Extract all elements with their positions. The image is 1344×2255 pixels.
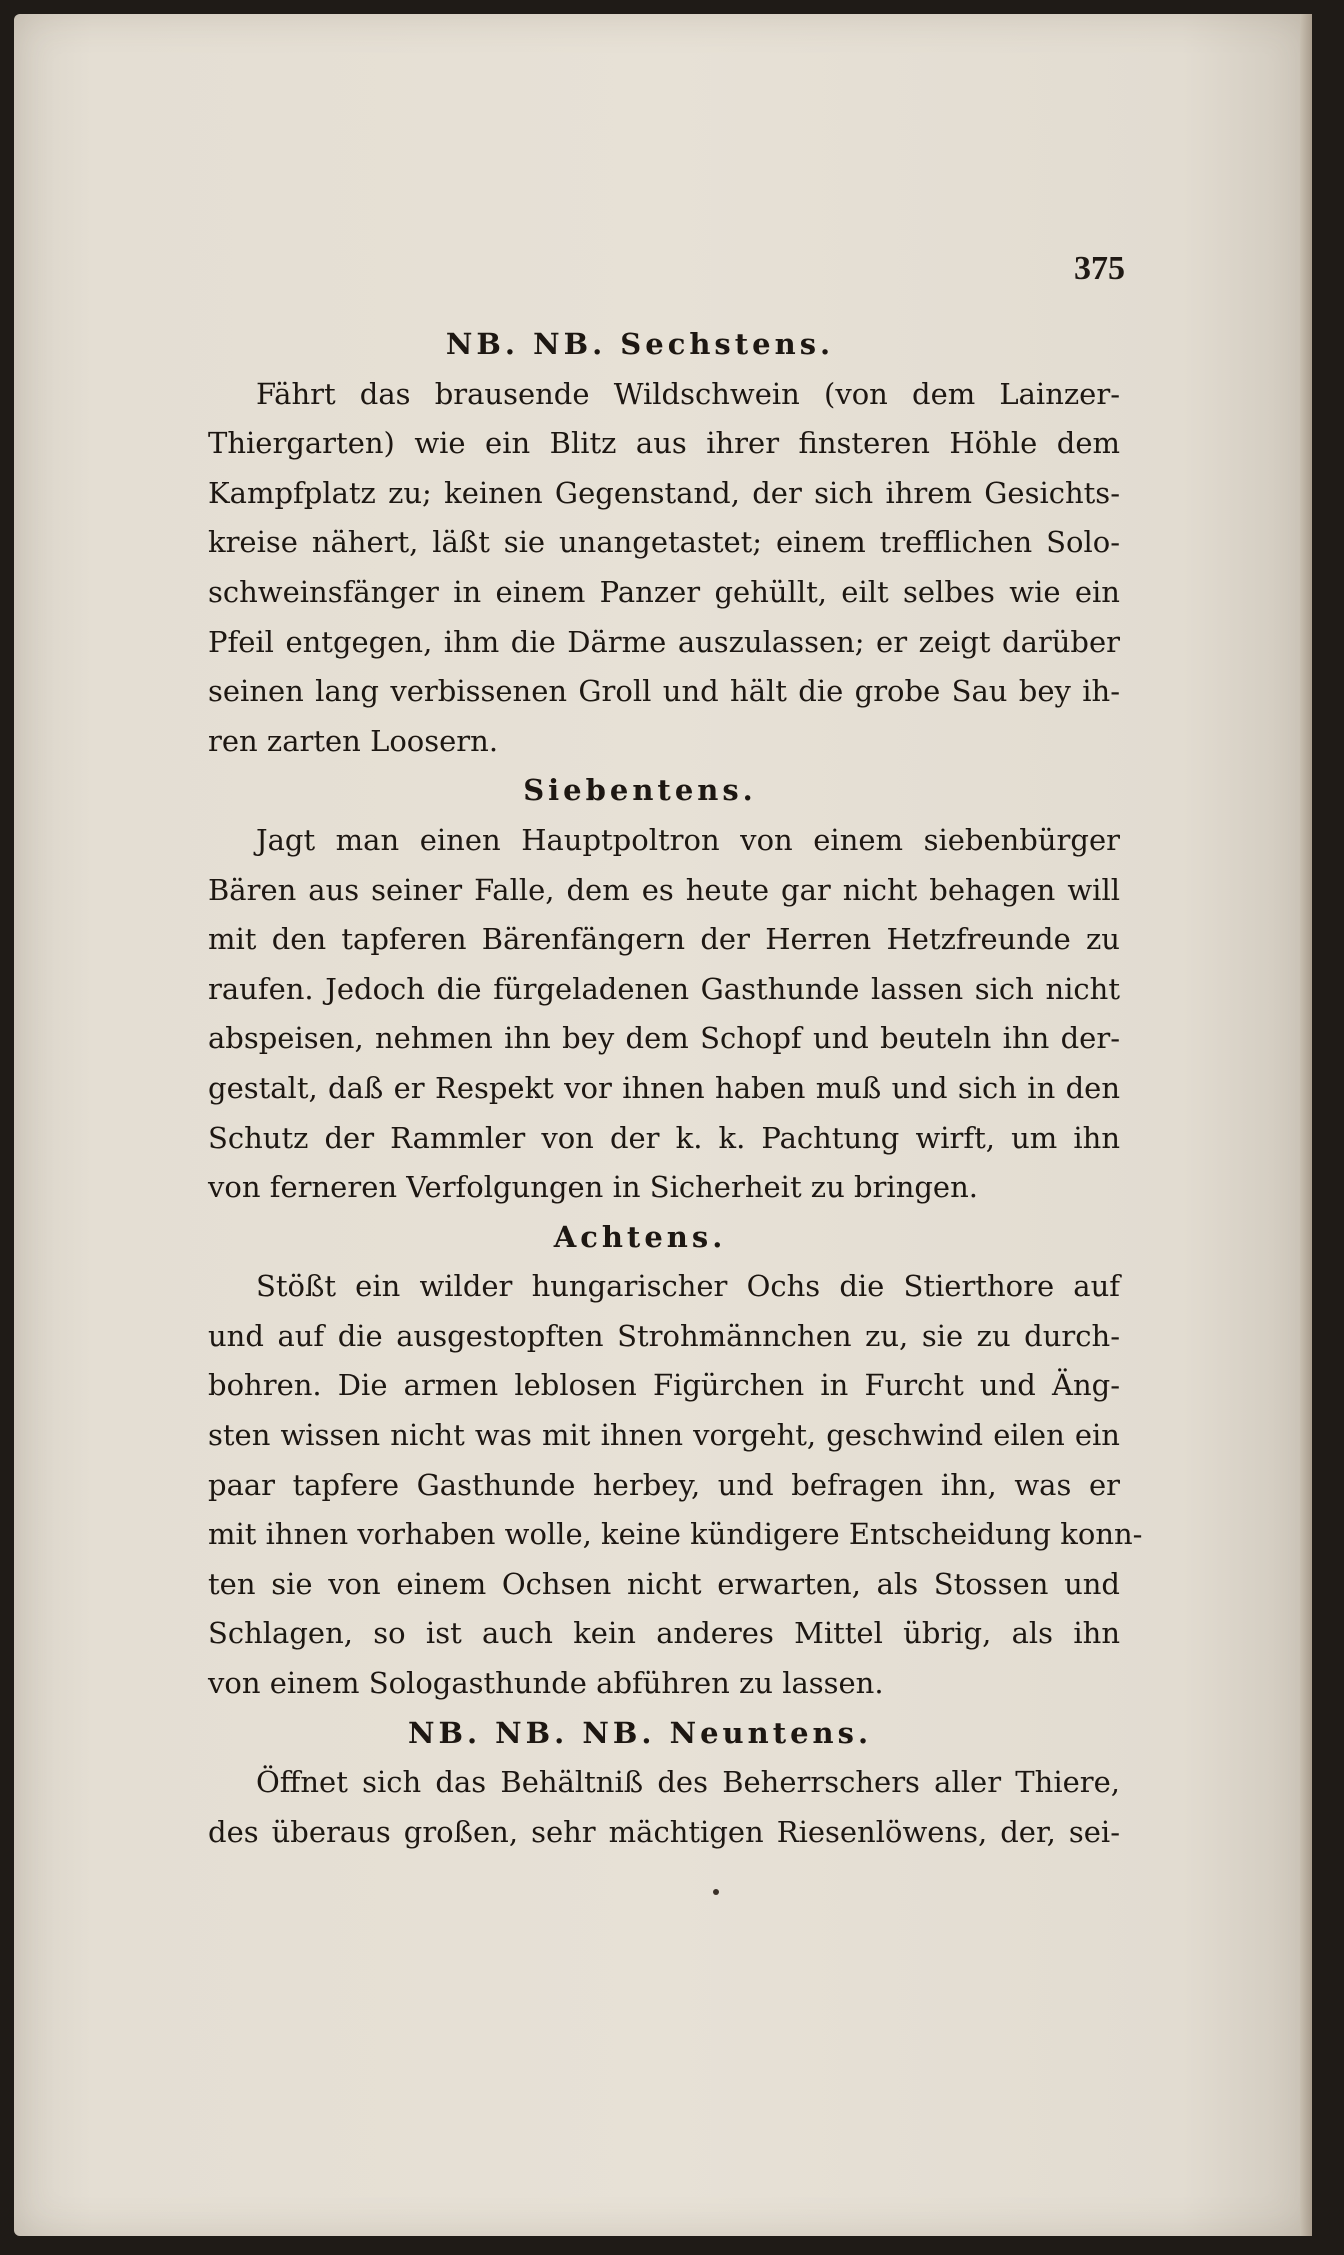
text-line: Pfeil entgegen, ihm die Därme auszulassen; er zeigt darüber xyxy=(208,624,1120,659)
text-line: Fährt das brausende Wildschwein (von dem Lainzer- xyxy=(256,376,1120,411)
text-line: kreise nähert, läßt sie unangetastet; einem trefflichen Solo- xyxy=(208,525,1120,560)
text-line: mit den tapferen Bärenfängern der Herren Hetzfreunde zu xyxy=(208,922,1120,957)
text-line: ren zarten Loosern. xyxy=(208,723,499,758)
text-line: Thiergarten) wie ein Blitz aus ihrer finsteren Höhle dem xyxy=(208,426,1120,461)
text-line: von einem Sologasthunde abführen zu lassen. xyxy=(208,1666,884,1701)
text-line: des überaus großen, sehr mächtigen Riesenlöwens, der, sei- xyxy=(208,1814,1120,1849)
paragraph-sechstens xyxy=(160,370,1120,767)
paragraph-neuntens xyxy=(160,1758,1120,1857)
section-heading-achtens: Achtens. xyxy=(553,1219,727,1254)
paragraph-achtens xyxy=(160,1262,1143,1708)
text-line: ten sie von einem Ochsen nicht erwarten, als Stossen und xyxy=(208,1566,1120,1601)
text-line: Öffnet sich das Behältniß des Beherrschers aller Thiere, xyxy=(256,1765,1120,1800)
paragraph-siebentens xyxy=(160,816,1120,1213)
text-line: abspeisen, nehmen ihn bey dem Schopf und beuteln ihn der- xyxy=(208,1021,1120,1056)
text-line: Stößt ein wilder hungarischer Ochs die Stierthore auf xyxy=(256,1269,1120,1304)
text-line: mit ihnen vorhaben wolle, keine kündigere Entscheidung konn- xyxy=(208,1517,1143,1552)
page-edge xyxy=(1300,14,1312,2236)
section-heading-sechstens: NB. NB. Sechstens. xyxy=(445,327,835,361)
page-text xyxy=(160,320,1143,1857)
text-line: schweinsfänger in einem Panzer gehüllt, eilt selbes wie ein xyxy=(208,574,1120,609)
page-number: 375 xyxy=(1074,250,1125,287)
text-line: Jagt man einen Hauptpoltron von einem siebenbürger xyxy=(256,822,1120,857)
text-line: Kampfplatz zu; keinen Gegenstand, der sich ihrem Gesichts- xyxy=(208,475,1120,510)
text-line: und auf die ausgestopften Strohmännchen zu, sie zu durch- xyxy=(208,1318,1120,1353)
text-line: Bären aus seiner Falle, dem es heute gar nicht behagen will xyxy=(208,872,1120,907)
text-line: paar tapfere Gasthunde herbey, und befragen ihn, was er xyxy=(208,1467,1120,1502)
text-line: seinen lang verbissenen Groll und hält die grobe Sau bey ih- xyxy=(208,674,1120,709)
ink-speck xyxy=(713,1889,719,1895)
text-line: Schlagen, so ist auch kein anderes Mittel übrig, als ihn xyxy=(208,1616,1120,1651)
text-line: raufen. Jedoch die fürgeladenen Gasthunde lassen sich nicht xyxy=(208,971,1120,1006)
text-line: Schutz der Rammler von der k. k. Pachtung wirft, um ihn xyxy=(208,1120,1120,1155)
section-heading-siebentens: Siebentens. xyxy=(523,773,757,808)
text-line: sten wissen nicht was mit ihnen vorgeht, geschwind eilen ein xyxy=(208,1418,1120,1453)
text-line: von ferneren Verfolgungen in Sicherheit zu bringen. xyxy=(208,1170,978,1205)
section-heading-neuntens: NB. NB. NB. Neuntens. xyxy=(407,1715,873,1750)
text-line: bohren. Die armen leblosen Figürchen in Furcht und Äng- xyxy=(208,1368,1120,1403)
text-line: gestalt, daß er Respekt vor ihnen haben muß und sich in den xyxy=(208,1070,1120,1105)
